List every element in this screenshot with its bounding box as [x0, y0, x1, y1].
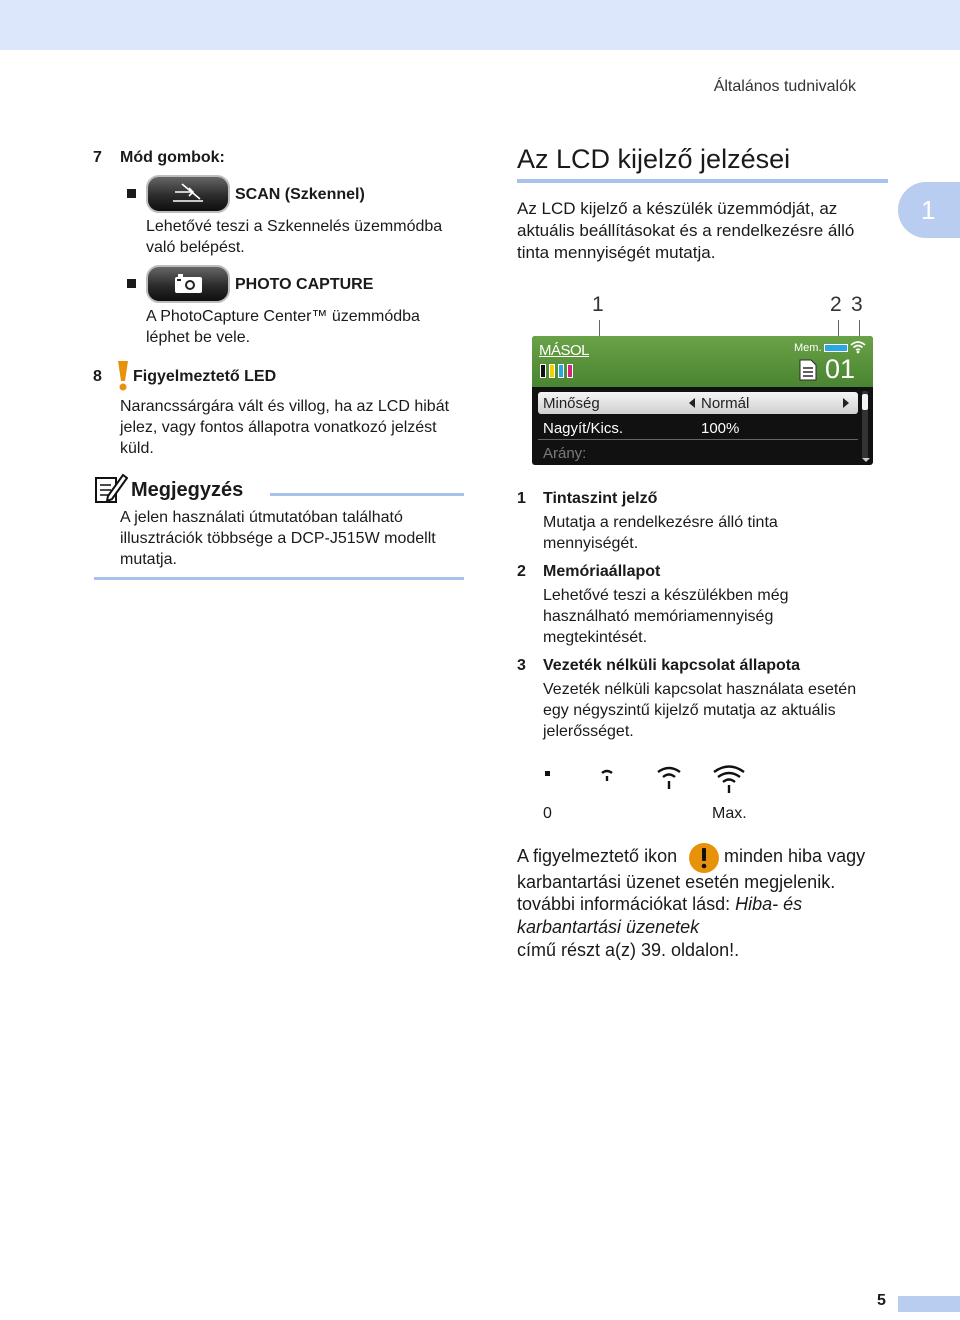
- scan-icon: [148, 177, 228, 211]
- item-2-desc-1: Lehetővé teszi a készülékben még: [543, 587, 789, 604]
- warning-icon: [688, 842, 720, 874]
- lcd-row2-label: Nagyít/Kics.: [543, 420, 624, 437]
- warning-line-3-pre: további információkat lásd:: [517, 894, 731, 914]
- item-2-title: Memóriaállapot: [543, 563, 661, 580]
- section-title: Az LCD kijelző jelzései: [517, 144, 791, 174]
- item-3-desc-3: jelerősséget.: [543, 723, 634, 740]
- chapter-tab: 1: [898, 182, 960, 238]
- scan-desc-1: Lehetővé teszi a Szkennelés üzemmódba: [146, 218, 443, 235]
- warning-line-3-link: Hiba- és: [735, 894, 803, 914]
- lcd-row2-value: 100%: [701, 420, 740, 437]
- lcd-scroll-thumb: [862, 394, 868, 410]
- lcd-divider: [538, 439, 858, 440]
- scan-label: SCAN (Szkennel): [235, 186, 365, 203]
- item-7-title: Mód gombok:: [120, 149, 225, 166]
- signal-level-1-icon: [602, 771, 612, 781]
- item-1-title: Tintaszint jelző: [543, 490, 658, 507]
- signal-level-3-icon: [714, 767, 744, 794]
- warning-line-3: [517, 894, 802, 915]
- note-pencil-icon: [94, 472, 128, 504]
- item-2-desc-2: használható memóriamennyiség: [543, 608, 774, 625]
- warning-line-5: című részt a(z) 39. oldalon!.: [517, 940, 740, 960]
- intro-line-3: tinta mennyiségét mutatja.: [517, 243, 716, 262]
- photo-desc-1: A PhotoCapture Center™ üzemmódba: [146, 308, 420, 325]
- item-8-number: 8: [93, 368, 102, 385]
- item-8-title: Figyelmeztető LED: [133, 368, 277, 385]
- lcd-arrow-left-icon: [689, 398, 695, 408]
- signal-level-0-icon: [545, 771, 550, 776]
- item-3-title: Vezeték nélküli kapcsolat állapota: [543, 657, 800, 674]
- callout-1: 1: [592, 293, 604, 316]
- intro-line-2: aktuális beállításokat és a rendelkezésre álló: [517, 221, 855, 240]
- title-rule: [517, 179, 888, 183]
- lcd-scroll-down-icon: [862, 458, 870, 462]
- item-8-desc-3: küld.: [120, 440, 154, 457]
- photo-capture-key-button: [146, 265, 230, 303]
- lcd-arrow-right-icon: [843, 398, 849, 408]
- item-1-number: 1: [517, 490, 526, 507]
- top-band: [0, 0, 960, 50]
- warning-line-4: karbantartási üzenetek: [517, 917, 700, 937]
- running-header: Általános tudnivalók: [713, 78, 856, 95]
- warning-text-pre: A figyelmeztető ikon: [517, 846, 678, 866]
- callout-2: 2: [830, 293, 842, 316]
- item-2-number: 2: [517, 563, 526, 580]
- item-8-desc-2: jelez, vagy fontos állapotra vonatkozó jelzést: [120, 419, 437, 436]
- item-8-desc-1: Narancssárgára vált és villog, ha az LCD hibát: [120, 398, 450, 415]
- intro-line-1: Az LCD kijelző a készülék üzemmódját, az: [517, 199, 838, 218]
- lcd-row1-value: Normál: [701, 395, 750, 412]
- lcd-display: [532, 336, 873, 465]
- warning-text-post: minden hiba vagy: [724, 846, 866, 866]
- warning-line-2: karbantartási üzenet esetén megjelenik.: [517, 872, 836, 892]
- item-7-number: 7: [93, 149, 102, 166]
- signal-max-label: Max.: [712, 805, 747, 822]
- note-line-2: illusztrációk többsége a DCP-J515W modellt: [120, 530, 436, 547]
- bullet-square: [127, 279, 136, 288]
- item-1-desc-1: Mutatja a rendelkezésre álló tinta: [543, 514, 778, 531]
- memory-status-bar: [824, 344, 848, 352]
- scan-desc-2: való belépést.: [146, 239, 245, 256]
- ink-level-yellow: [549, 364, 555, 378]
- wifi-status-icon: [850, 340, 866, 354]
- camera-icon: [148, 267, 228, 301]
- photo-capture-label: PHOTO CAPTURE: [235, 276, 374, 293]
- warning-led-icon: [114, 360, 132, 392]
- callout-3: 3: [851, 293, 863, 316]
- item-3-number: 3: [517, 657, 526, 674]
- copy-document-icon: [798, 358, 818, 382]
- lcd-mode-label: MÁSOL: [539, 342, 590, 359]
- item-3-desc-2: egy négyszintű kijelző mutatja az aktuális: [543, 702, 836, 719]
- item-1-desc-2: mennyiségét.: [543, 535, 639, 552]
- lcd-row1-label: Minőség: [543, 395, 600, 412]
- ink-level-cyan: [558, 364, 564, 378]
- ink-level-black: [540, 364, 546, 378]
- note-title: Megjegyzés: [131, 479, 244, 501]
- bullet-square: [127, 189, 136, 198]
- note-rule-bottom: [94, 577, 464, 580]
- photo-desc-2: léphet be vele.: [146, 329, 251, 346]
- signal-level-2-icon: [658, 768, 680, 789]
- note-line-1: A jelen használati útmutatóban található: [120, 509, 403, 526]
- note-rule-top: [270, 493, 464, 496]
- note-line-3: mutatja.: [120, 551, 177, 568]
- footer-bar: [898, 1296, 960, 1312]
- lcd-memory-label: Mem.: [794, 342, 822, 354]
- signal-min-label: 0: [543, 805, 552, 822]
- signal-strength-levels: [536, 764, 756, 796]
- item-2-desc-3: megtekintését.: [543, 629, 648, 646]
- page-number: 5: [877, 1292, 886, 1309]
- lcd-row3-label: Arány:: [543, 445, 587, 462]
- ink-level-magenta: [567, 364, 573, 378]
- lcd-copy-count: 01: [825, 354, 856, 384]
- item-3-desc-1: Vezeték nélküli kapcsolat használata esetén: [543, 681, 857, 698]
- scan-key-button: [146, 175, 230, 213]
